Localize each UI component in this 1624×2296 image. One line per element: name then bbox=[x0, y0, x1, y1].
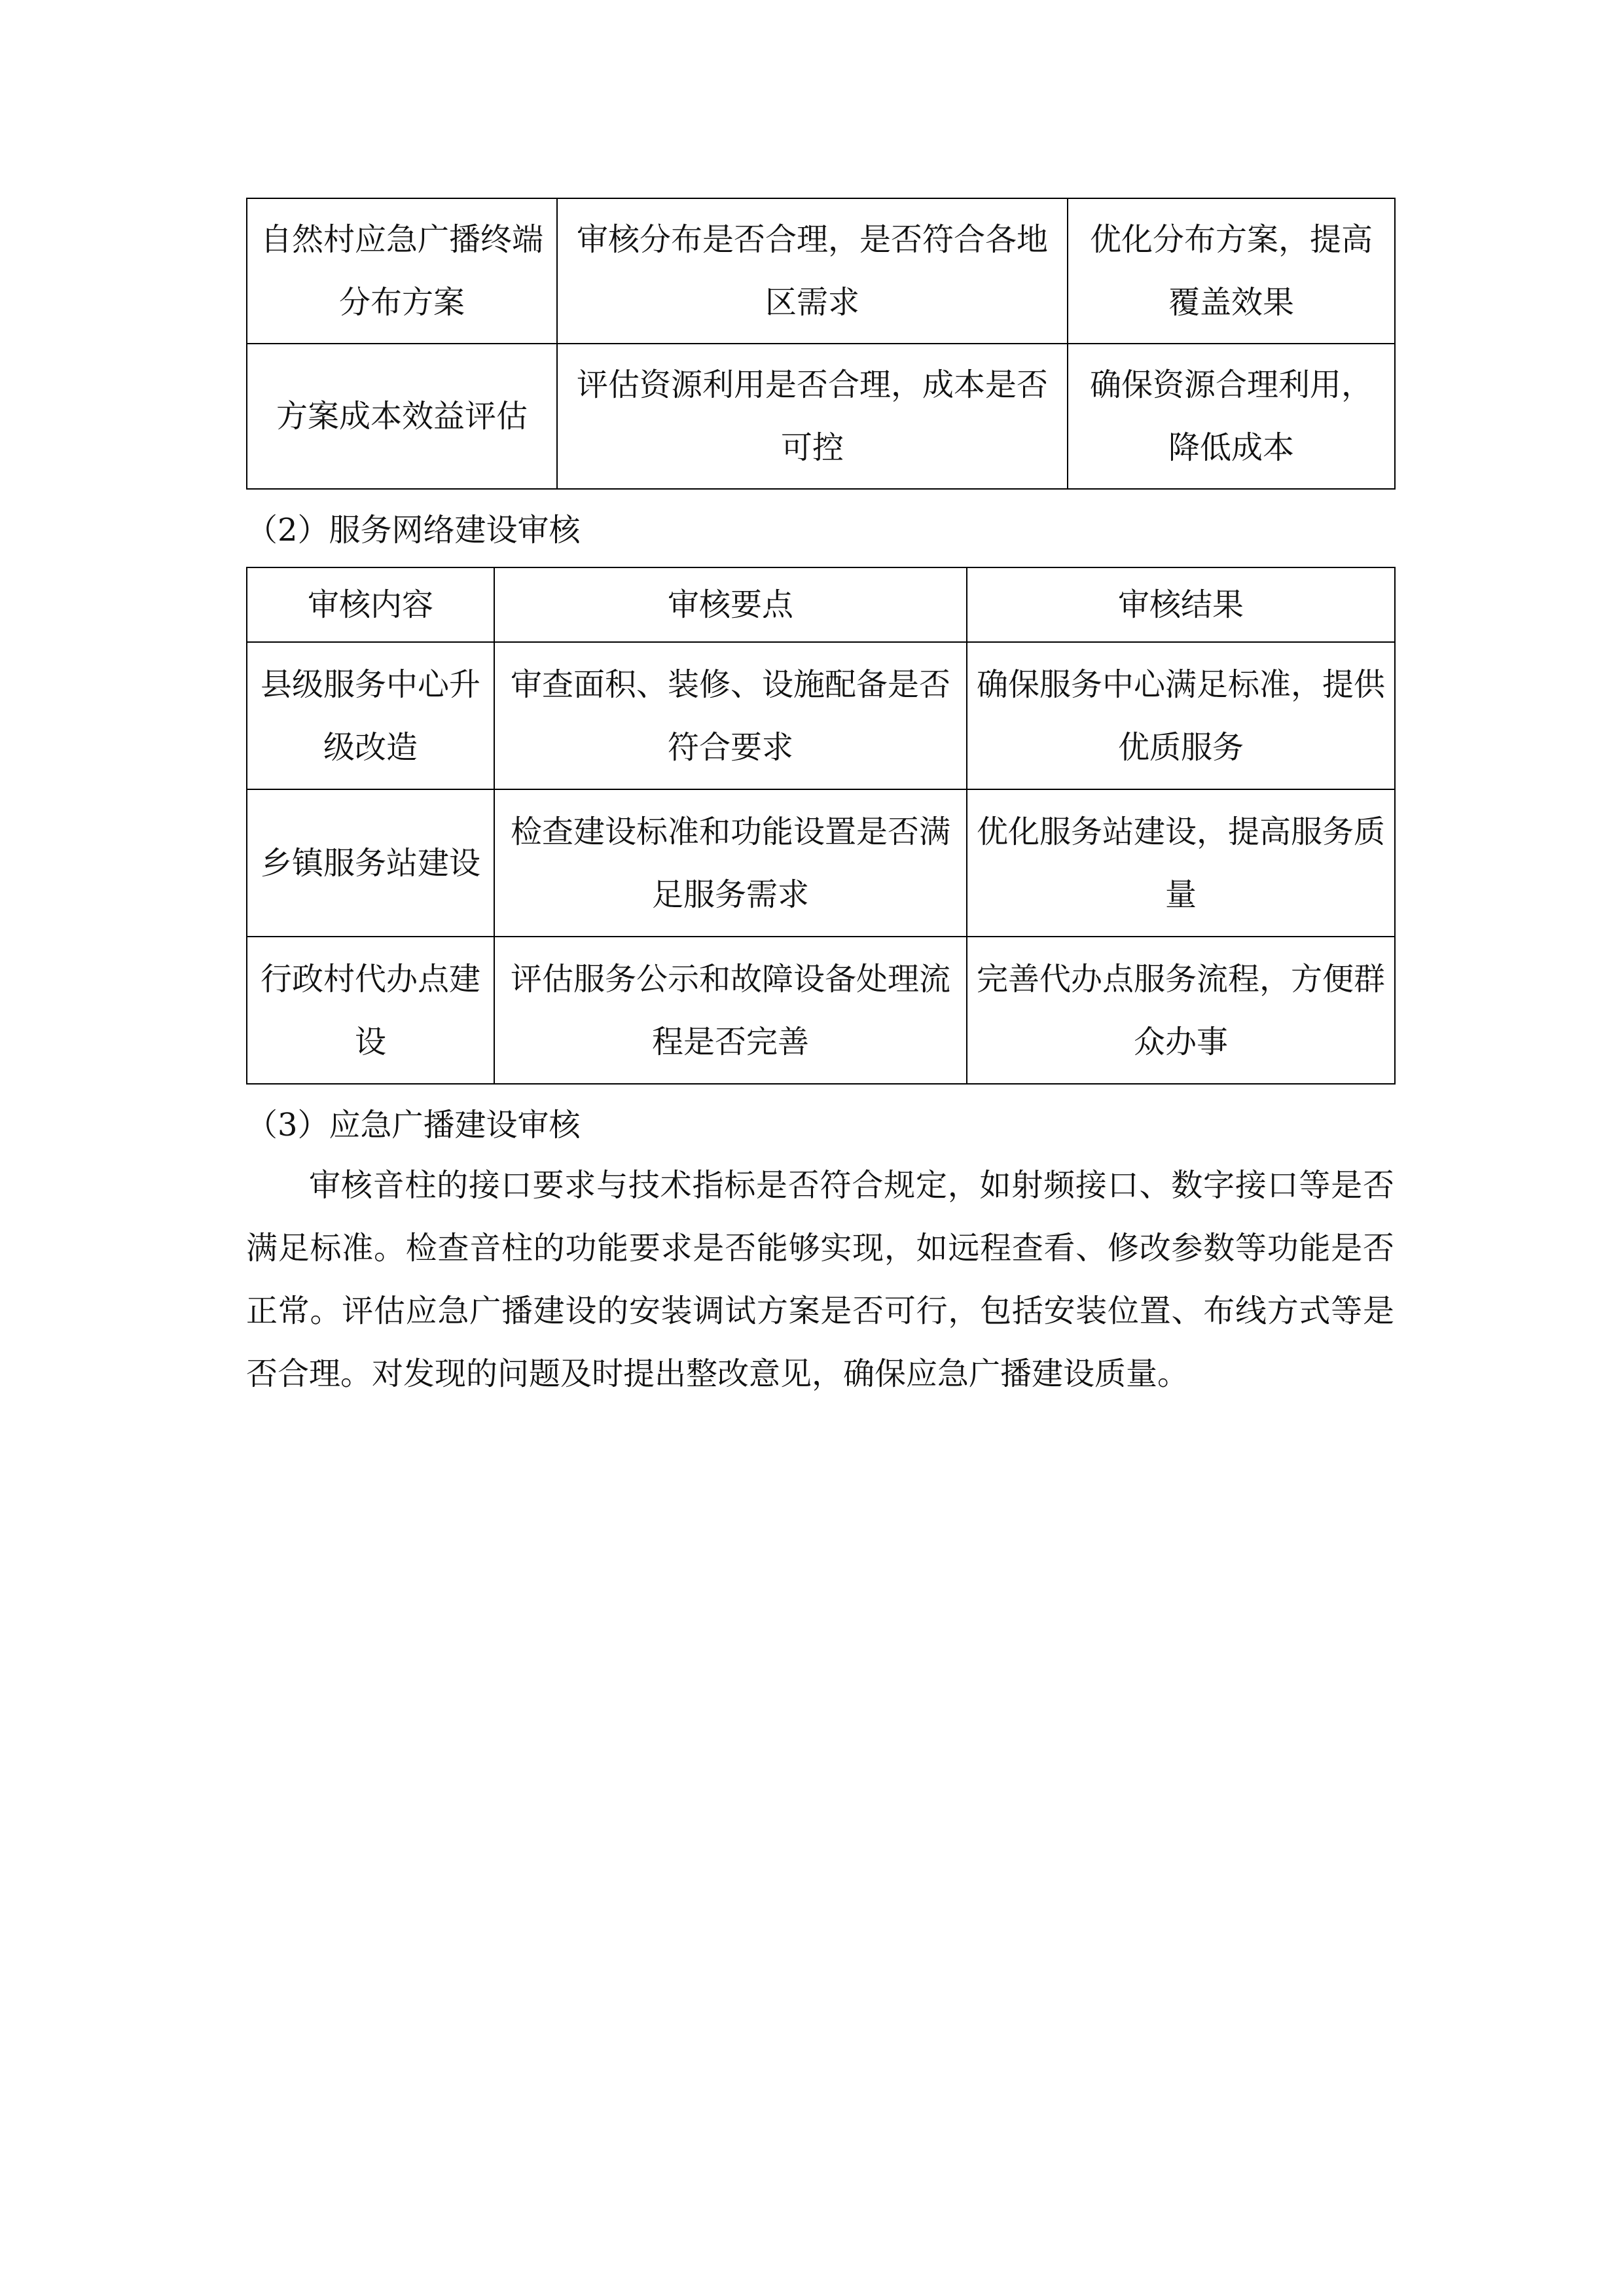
table-row bbox=[247, 937, 1395, 1084]
section-heading-emergency-broadcast: （3）应急广播建设审核 bbox=[246, 1107, 581, 1143]
table-cell-result: 优化服务站建设，提高服务质量 bbox=[967, 789, 1395, 937]
body-paragraph: 审核音柱的接口要求与技术指标是否符合规定，如射频接口、数字接口等是否满足标准。检查音柱的功能要求是否能够实现，如远程查看、修改参数等功能是否正常。评估应急广播建设的安装调试方案是否可行，包括安装位置、布线方式等是否合理。对发现的问题及时提出整改意见，确保应急广播建设质量。 bbox=[246, 1167, 1394, 1392]
table-cell-point: 检查建设标准和功能设置是否满足服务需求 bbox=[494, 789, 967, 937]
column-header-results: 审核结果 bbox=[967, 567, 1395, 642]
table-cell-item: 乡镇服务站建设 bbox=[247, 789, 494, 937]
table-cell-point: 审核分布是否合理，是否符合各地区需求 bbox=[557, 198, 1068, 344]
table-cell-point: 审查面积、装修、设施配备是否符合要求 bbox=[494, 642, 967, 789]
section-heading-service-network: （2）服务网络建设审核 bbox=[246, 512, 581, 548]
review-table-continued bbox=[246, 198, 1396, 490]
table-row bbox=[247, 344, 1395, 489]
table-cell-item: 县级服务中心升级改造 bbox=[247, 642, 494, 789]
service-network-review-table bbox=[246, 567, 1396, 1085]
table-cell-result: 确保服务中心满足标准，提供优质服务 bbox=[967, 642, 1395, 789]
column-header-content: 审核内容 bbox=[247, 567, 494, 642]
table-cell-item: 方案成本效益评估 bbox=[247, 344, 557, 489]
table-header-row bbox=[247, 567, 1395, 642]
table-cell-point: 评估资源利用是否合理，成本是否可控 bbox=[557, 344, 1068, 489]
table-cell-item: 自然村应急广播终端分布方案 bbox=[247, 198, 557, 344]
column-header-points: 审核要点 bbox=[494, 567, 967, 642]
table-cell-result: 优化分布方案，提高覆盖效果 bbox=[1068, 198, 1395, 344]
table-row bbox=[247, 198, 1395, 344]
table-row bbox=[247, 642, 1395, 789]
table-cell-result: 确保资源合理利用，降低成本 bbox=[1068, 344, 1395, 489]
table-cell-result: 完善代办点服务流程，方便群众办事 bbox=[967, 937, 1395, 1084]
table-cell-point: 评估服务公示和故障设备处理流程是否完善 bbox=[494, 937, 967, 1084]
table-cell-item: 行政村代办点建设 bbox=[247, 937, 494, 1084]
table-row bbox=[247, 789, 1395, 937]
